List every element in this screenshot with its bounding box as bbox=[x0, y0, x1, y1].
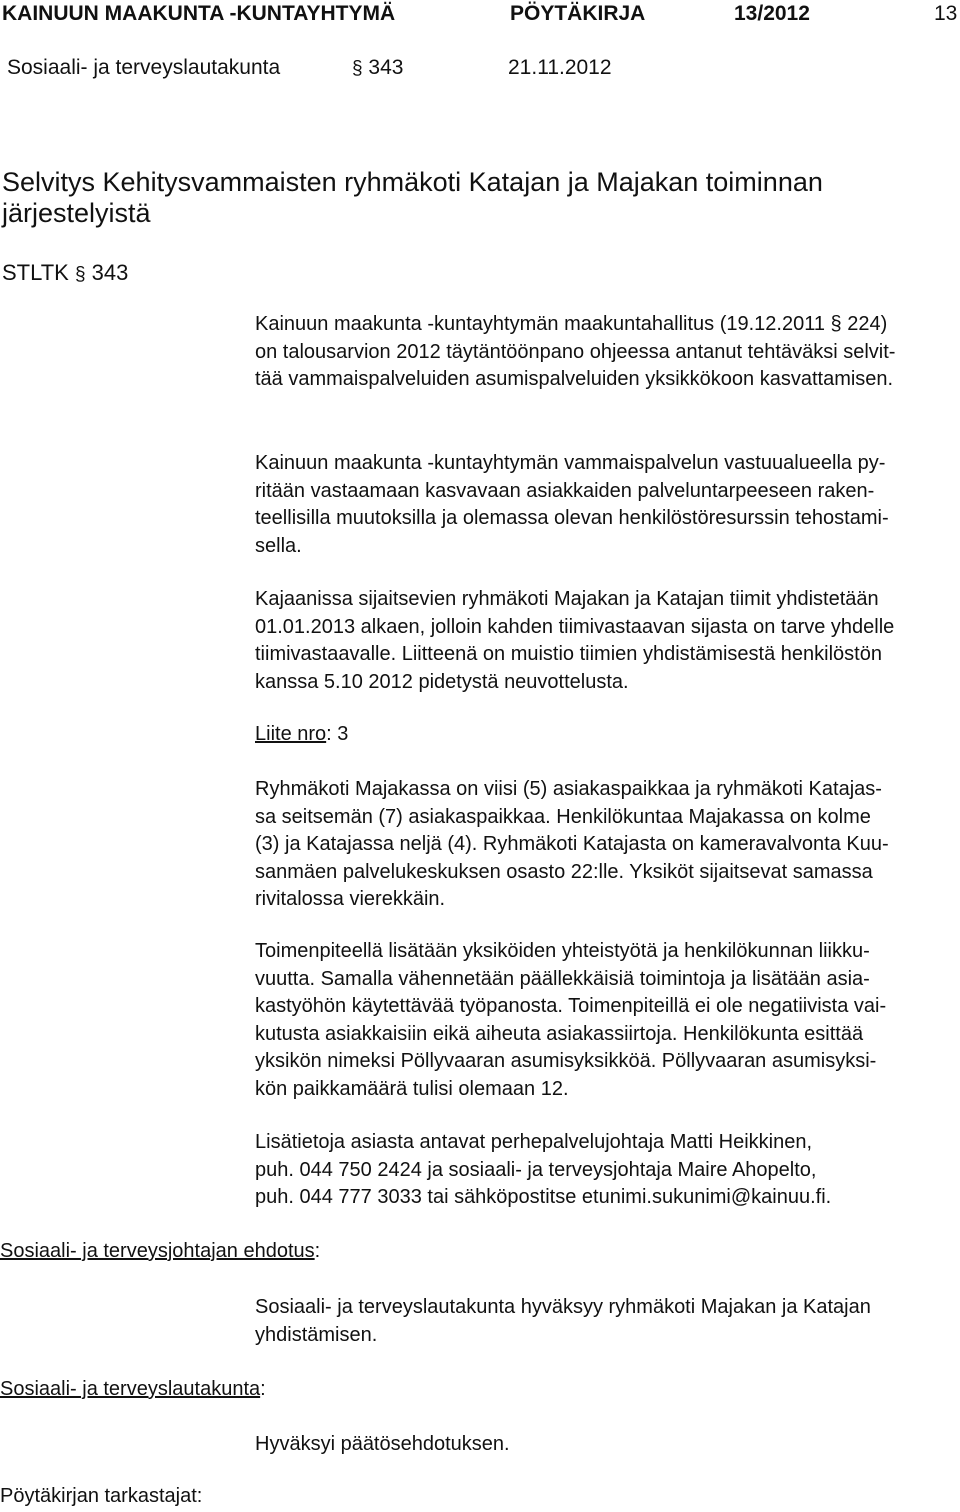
contact-paragraph bbox=[255, 1129, 958, 1212]
paragraph-line: sanmäen palvelukeskuksen osasto 22:lle. Yksiköt sijaitsevat samassa bbox=[255, 860, 873, 883]
paragraph-line: sella. bbox=[255, 534, 302, 557]
paragraph-line: kön paikkamäärä tulisi olemaan 12. bbox=[255, 1077, 569, 1100]
attachment-label: Liite nro bbox=[255, 723, 327, 745]
paragraph-line: Kajaanissa sijaitsevien ryhmäkoti Majakan ja Katajan tiimit yhdistetään bbox=[255, 588, 879, 610]
paragraph-line: kutusta asiakkaisiin eikä aiheuta asiakassiirtoja. Henkilökunta esittää bbox=[255, 1022, 864, 1045]
paragraph-line: puh. 044 777 3033 tai sähköpostitse etunimi.sukunimi@kainuu.fi. bbox=[255, 1186, 832, 1208]
proposal-text bbox=[255, 1294, 958, 1349]
paragraph-line: sa seitsemän (7) asiakaspaikkaa. Henkilökuntaa Majakassa on kolme bbox=[255, 805, 871, 828]
header-date: 21.11.2012 bbox=[508, 56, 612, 79]
section-symbol-icon: § bbox=[74, 264, 86, 285]
header-org: KAINUUN MAAKUNTA -KUNTAYHTYMÄ bbox=[2, 2, 396, 25]
header-doc-number: 13/2012 bbox=[734, 2, 810, 25]
paragraph-line: Ryhmäkoti Majakassa on viisi (5) asiakaspaikkaa ja ryhmäkoti Katajas- bbox=[255, 778, 882, 800]
body-paragraph bbox=[255, 586, 958, 696]
decision-label: Sosiaali- ja terveyslautakunta bbox=[0, 1378, 261, 1400]
header-doc-type: PÖYTÄKIRJA bbox=[510, 2, 646, 25]
paragraph-line: on talousarvion 2012 täytäntöönpano ohjeessa antanut tehtäväksi selvit- bbox=[255, 340, 896, 363]
reference-number: 343 bbox=[91, 260, 129, 285]
section-symbol-icon: § bbox=[352, 58, 363, 79]
body-paragraph bbox=[255, 450, 958, 560]
body-paragraph bbox=[255, 776, 958, 914]
header-section-number: 343 bbox=[368, 56, 404, 79]
decision-heading: Sosiaali- ja terveyslautakunta: bbox=[0, 1378, 266, 1400]
footer-reviewers-label: Pöytäkirjan tarkastajat: bbox=[0, 1485, 203, 1507]
document-title: Selvitys Kehitysvammaisten ryhmäkoti Katajan ja Majakan toiminnan järjestelyistä bbox=[2, 167, 823, 228]
paragraph-line: vuutta. Samalla vähennetään päällekkäisiä toimintoja ja lisätään asia- bbox=[255, 967, 870, 990]
paragraph-line: Kainuun maakunta -kuntayhtymän maakuntahallitus (19.12.2011 § 224) bbox=[255, 313, 888, 335]
paragraph-line: (3) ja Katajassa neljä (4). Ryhmäkoti Katajasta on kameravalvonta Kuu- bbox=[255, 833, 889, 855]
paragraph-line: tää vammaispalveluiden asumispalveluiden yksikkökoon kasvattamisen. bbox=[255, 368, 894, 390]
header-body-name: Sosiaali- ja terveyslautakunta bbox=[7, 56, 281, 79]
intro-paragraph bbox=[255, 311, 958, 394]
attachment-number: 3 bbox=[337, 723, 349, 745]
paragraph-line: Kainuun maakunta -kuntayhtymän vammaispalvelun vastuualueella py- bbox=[255, 452, 886, 474]
body-paragraph bbox=[255, 938, 958, 1103]
paragraph-line: yksikön nimeksi Pöllyvaaran asumisyksikköä. Pöllyvaaran asumisyksi- bbox=[255, 1050, 877, 1072]
paragraph-line: ritään vastaamaan kasvavaan asiakkaiden palveluntarpeeseen raken- bbox=[255, 479, 875, 502]
paragraph-line: rivitalossa vierekkäin. bbox=[255, 888, 446, 910]
section-reference bbox=[2, 260, 128, 286]
decision-text: Hyväksyi päätösehdotuksen. bbox=[255, 1433, 510, 1455]
proposal-heading: Sosiaali- ja terveysjohtajan ehdotus: bbox=[0, 1240, 321, 1262]
attachment-reference: Liite nro: 3 bbox=[255, 723, 349, 745]
header-page-number: 13 bbox=[934, 2, 958, 25]
paragraph-line: Lisätietoja asiasta antavat perhepalvelujohtaja Matti Heikkinen, bbox=[255, 1131, 813, 1153]
paragraph-line: yhdistämisen. bbox=[255, 1323, 378, 1346]
header-section bbox=[352, 56, 403, 80]
paragraph-line: puh. 044 750 2424 ja sosiaali- ja terveysjohtaja Maire Ahopelto, bbox=[255, 1158, 817, 1181]
paragraph-line: Sosiaali- ja terveyslautakunta hyväksyy ryhmäkoti Majakan ja Katajan bbox=[255, 1296, 871, 1318]
paragraph-line: Toimenpiteellä lisätään yksiköiden yhteistyötä ja henkilökunnan liikku- bbox=[255, 940, 870, 962]
paragraph-line: kanssa 5.10 2012 pidetystä neuvottelusta. bbox=[255, 670, 629, 693]
reference-prefix: STLTK bbox=[2, 260, 69, 285]
paragraph-line: kastyöhön käytettävää työpanosta. Toimenpiteillä ei ole negatiivista vai- bbox=[255, 995, 887, 1017]
paragraph-line: tiimivastaavalle. Liitteenä on muistio tiimien yhdistämisestä henkilöstön bbox=[255, 643, 882, 665]
paragraph-line: teellisilla muutoksilla ja olemassa olevan henkilöstöresurssin tehostami- bbox=[255, 507, 889, 529]
paragraph-line: 01.01.2013 alkaen, jolloin kahden tiimivastaavan sijasta on tarve yhdelle bbox=[255, 615, 895, 638]
proposal-label: Sosiaali- ja terveysjohtajan ehdotus bbox=[0, 1240, 315, 1262]
